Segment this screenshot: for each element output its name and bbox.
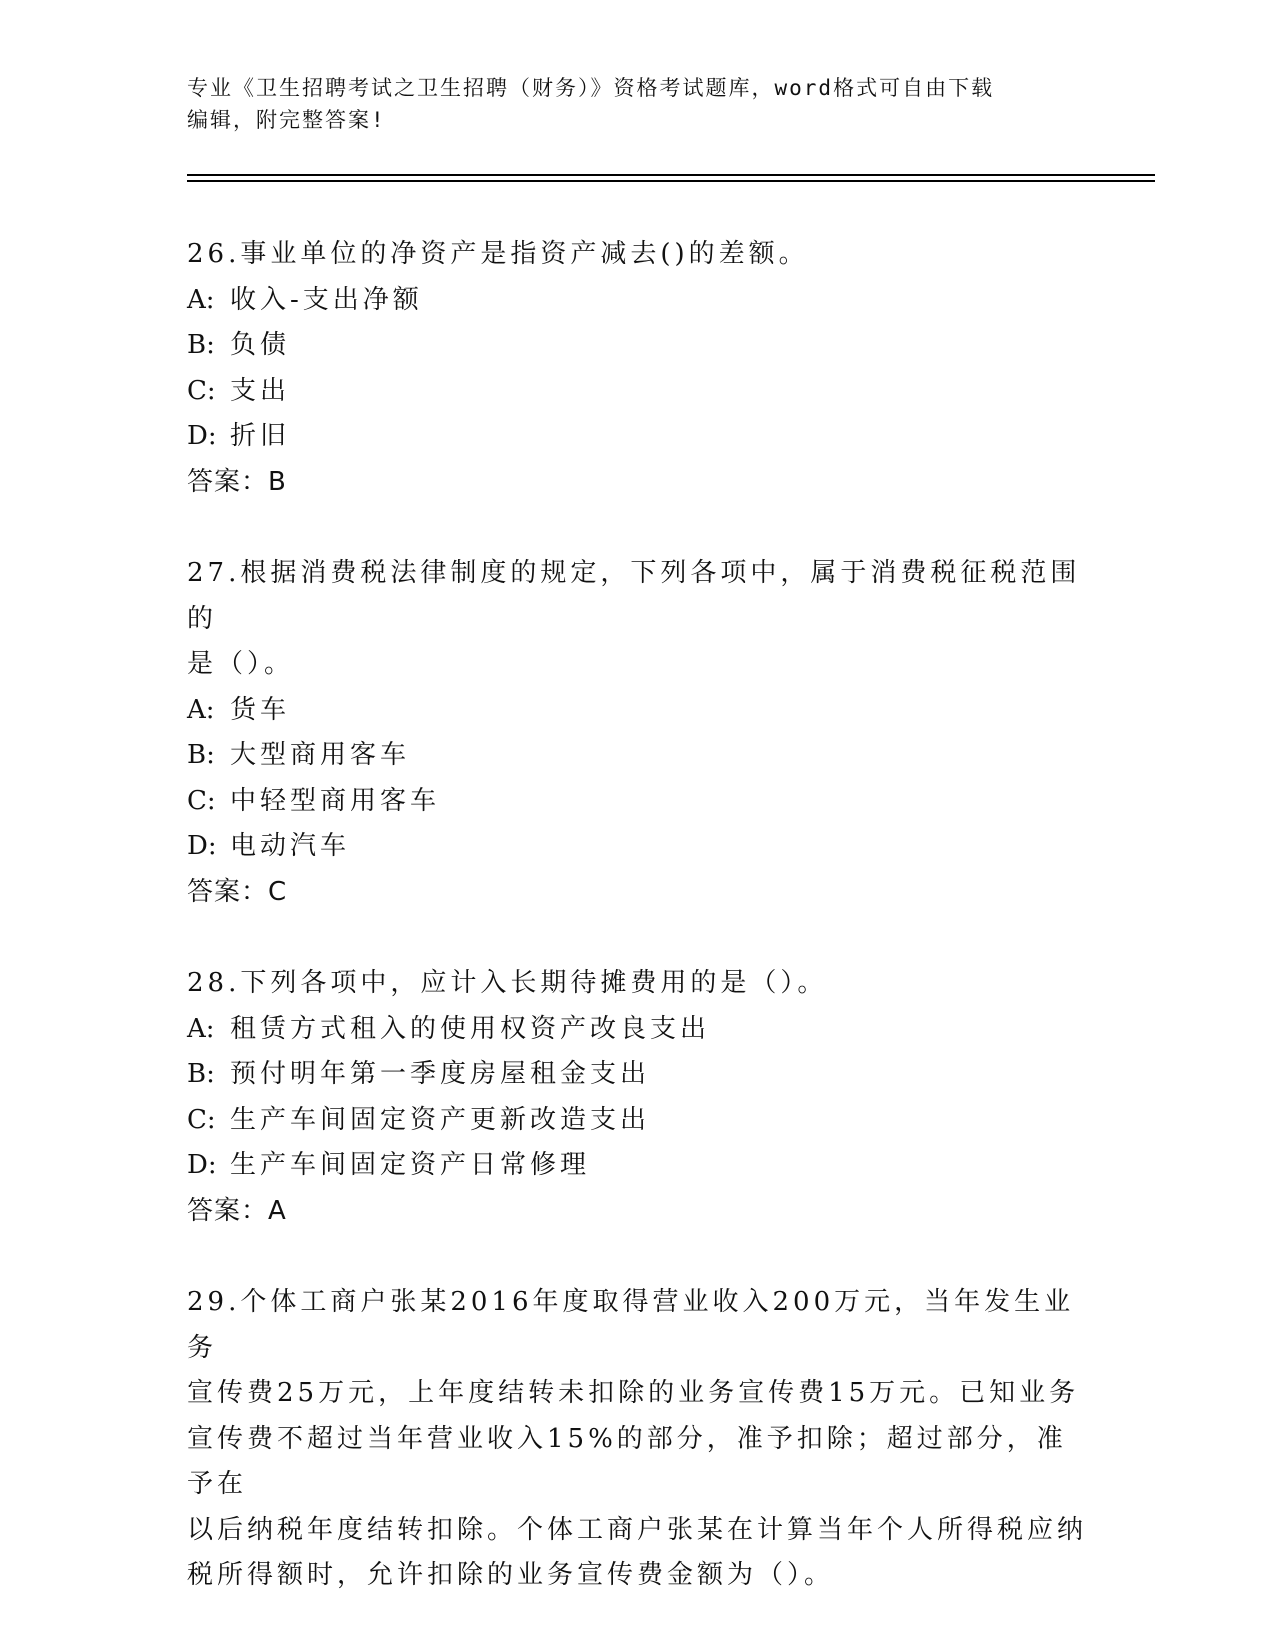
- answer-line: 答案：C: [187, 876, 288, 907]
- answer-line: 答案：A: [187, 1195, 287, 1226]
- question-stem-line-1: 27.根据消费税法律制度的规定，下列各项中，属于消费税征税范围的: [187, 558, 1081, 634]
- header-divider-bottom: [187, 180, 1155, 182]
- option-text: 大型商用客车: [230, 740, 411, 770]
- question-26: [187, 232, 1087, 505]
- question-stem-line-5: 税所得额时，允许扣除的业务宣传费金额为（）。: [187, 1560, 835, 1590]
- option-letter: B:: [187, 1059, 215, 1089]
- question-stem-line-4: 以后纳税年度结转扣除。个体工商户张某在计算当年个人所得税应纳: [187, 1514, 1088, 1545]
- intro-line-1: 专业《卫生招聘考试之卫生招聘（财务）》资格考试题库，word格式可自由下载: [187, 76, 995, 100]
- option-letter: A:: [187, 284, 215, 315]
- option-text: 生产车间固定资产日常修理: [230, 1150, 591, 1180]
- option-letter: B:: [187, 740, 215, 770]
- option-c: [187, 369, 1087, 415]
- option-letter: B:: [187, 330, 215, 360]
- question-list: [187, 232, 1087, 1645]
- option-text: 支出: [230, 375, 291, 406]
- option-b: [187, 323, 1087, 369]
- question-stem: 28.下列各项中，应计入长期待摊费用的是（）。: [187, 968, 828, 998]
- option-letter: D:: [187, 1150, 217, 1180]
- question-stem-line-2: 宣传费25万元，上年度结转未扣除的业务宣传费15万元。已知业务: [187, 1378, 1080, 1408]
- question-stem: 26.事业单位的净资产是指资产减去()的差额。: [187, 239, 809, 269]
- option-text: 中轻型商用客车: [230, 785, 441, 816]
- document-intro: [187, 72, 1087, 136]
- option-c: [187, 1098, 1087, 1144]
- option-a: [187, 1007, 1087, 1053]
- question-stem-line-1: 29.个体工商户张某2016年度取得营业收入200万元，当年发生业务: [187, 1287, 1075, 1363]
- option-text: 租赁方式租入的使用权资产改良支出: [230, 1013, 711, 1044]
- option-d: [187, 1143, 1087, 1189]
- question-29: [187, 1280, 1087, 1599]
- option-d: [187, 414, 1087, 460]
- option-a: [187, 278, 1087, 324]
- option-text: 电动汽车: [230, 831, 351, 861]
- option-letter: C:: [187, 375, 216, 406]
- option-d: [187, 824, 1087, 870]
- question-stem-line-2: 是（）。: [187, 649, 295, 679]
- option-text: 收入-支出净额: [230, 284, 423, 315]
- option-text: 货车: [230, 694, 291, 725]
- option-letter: D:: [187, 421, 217, 451]
- intro-line-2: 编辑，附完整答案!: [187, 108, 386, 132]
- option-c: [187, 779, 1087, 825]
- option-letter: C:: [187, 785, 216, 816]
- question-27: [187, 551, 1087, 915]
- answer-line: 答案：B: [187, 466, 287, 497]
- option-text: 预付明年第一季度房屋租金支出: [230, 1059, 651, 1089]
- option-letter: C:: [187, 1104, 216, 1135]
- option-text: 折旧: [230, 421, 291, 451]
- option-letter: D:: [187, 831, 217, 861]
- option-text: 负债: [230, 330, 291, 360]
- option-a: [187, 688, 1087, 734]
- question-28: [187, 961, 1087, 1234]
- option-letter: A:: [187, 1013, 215, 1044]
- option-letter: A:: [187, 694, 215, 725]
- option-text: 生产车间固定资产更新改造支出: [230, 1104, 651, 1135]
- header-divider-top: [187, 174, 1155, 176]
- option-b: [187, 733, 1087, 779]
- option-b: [187, 1052, 1087, 1098]
- question-stem-line-3: 宣传费不超过当年营业收入15%的部分，准予扣除；超过部分，准予在: [187, 1423, 1067, 1499]
